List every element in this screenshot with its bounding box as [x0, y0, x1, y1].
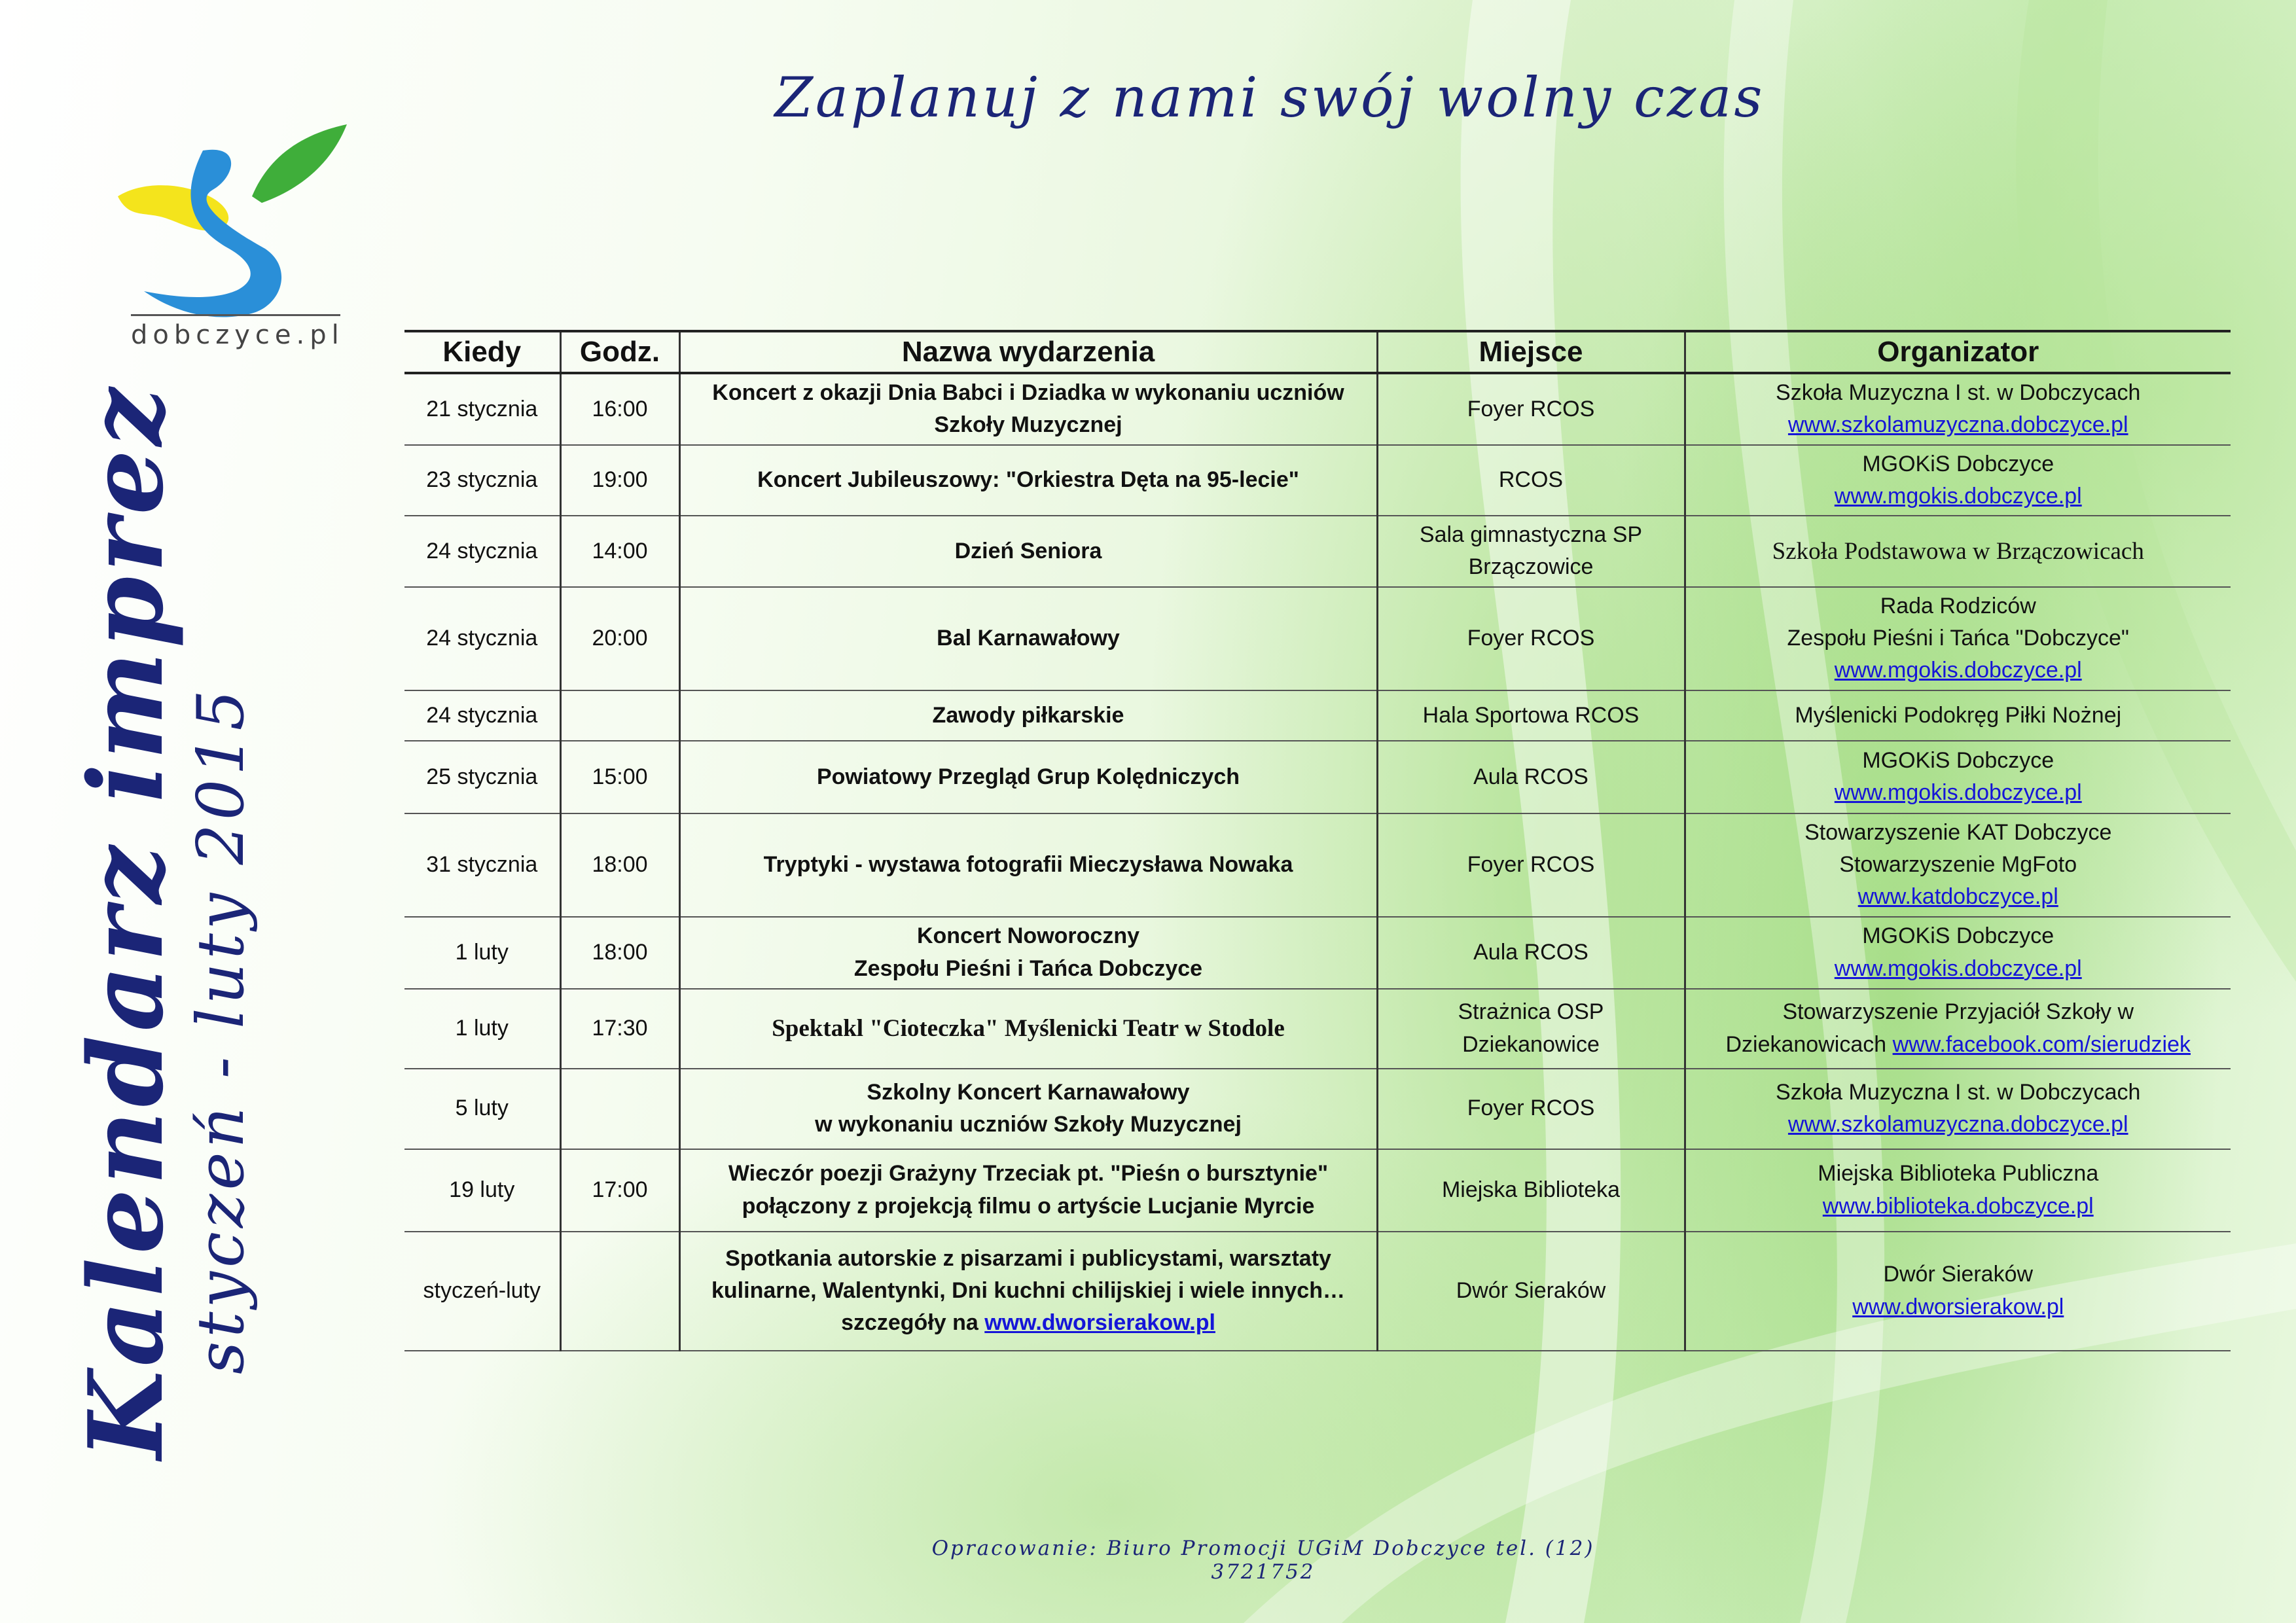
cell-organizer	[1685, 917, 2231, 989]
organizer-link[interactable]: www.mgokis.dobczyce.pl	[1834, 483, 2082, 508]
cell-place: Foyer RCOS	[1377, 813, 1685, 917]
header-organizer: Organizator	[1685, 331, 2231, 373]
header-event: Nazwa wydarzenia	[679, 331, 1377, 373]
cell-date: styczeń-luty	[404, 1232, 560, 1351]
cell-place	[1377, 989, 1685, 1069]
organizer-line: Miejska Biblioteka Publiczna	[1818, 1161, 2099, 1186]
place-line: Sala gimnastyczna SP	[1419, 522, 1643, 548]
event-line: w wykonaniu uczniów Szkoły Muzycznej	[815, 1112, 1242, 1137]
organizer-line: Szkoła Muzyczna I st. w Dobczycach	[1776, 380, 2141, 405]
cell-date: 5 luty	[404, 1069, 560, 1149]
cell-time: 18:00	[560, 917, 679, 989]
header-time: Godz.	[560, 331, 679, 373]
organizer-line: Szkoła Muzyczna I st. w Dobczycach	[1776, 1079, 2141, 1105]
cell-date: 24 stycznia	[404, 516, 560, 587]
organizer-link[interactable]: www.biblioteka.dobczyce.pl	[1822, 1193, 2094, 1219]
organizer-line: Dwór Sieraków	[1883, 1262, 2034, 1287]
cell-organizer: Myślenicki Podokręg Piłki Nożnej	[1685, 690, 2231, 741]
table-row	[404, 690, 2231, 741]
table-row	[404, 587, 2231, 690]
table-row	[404, 989, 2231, 1069]
cell-event: Zawody piłkarskie	[679, 690, 1377, 741]
place-line: Dziekanowice	[1462, 1031, 1600, 1057]
event-line: szczegóły na	[841, 1310, 978, 1336]
cell-date: 25 stycznia	[404, 741, 560, 813]
organizer-link[interactable]: www.dworsierakow.pl	[1852, 1294, 2064, 1319]
event-line: Spotkania autorskie z pisarzami i publicystami, warsztaty	[725, 1245, 1331, 1271]
page-title: Zaplanuj z nami swój wolny czas	[774, 65, 1765, 130]
cell-event	[679, 1149, 1377, 1232]
organizer-link[interactable]: www.szkolamuzyczna.dobczyce.pl	[1787, 412, 2128, 438]
cell-event: Koncert Jubileuszowy: "Orkiestra Dęta na 95-lecie"	[679, 445, 1377, 516]
organizer-line: MGOKiS Dobczyce	[1862, 747, 2054, 773]
cell-event	[679, 917, 1377, 989]
cell-time: 18:00	[560, 813, 679, 917]
cell-place: Aula RCOS	[1377, 741, 1685, 813]
cell-event	[679, 1069, 1377, 1149]
cell-event: Dzień Seniora	[679, 516, 1377, 587]
event-line: połączony z projekcją filmu o artyście Lucjanie Myrcie	[742, 1193, 1315, 1219]
organizer-line: MGOKiS Dobczyce	[1862, 923, 2054, 949]
event-line: Koncert z okazji Dnia Babci i Dziadka w wykonaniu uczniów	[712, 380, 1344, 405]
header-place: Miejsce	[1377, 331, 1685, 373]
cell-date: 31 stycznia	[404, 813, 560, 917]
cell-event: Spektakl "Cioteczka" Myślenicki Teatr w Stodole	[679, 989, 1377, 1069]
events-table	[404, 330, 2231, 1351]
organizer-link[interactable]: www.mgokis.dobczyce.pl	[1834, 955, 2082, 981]
cell-time: 19:00	[560, 445, 679, 516]
side-subtitle: styczeń - luty 2015	[184, 686, 259, 1374]
organizer-line: Stowarzyszenie MgFoto	[1839, 851, 2077, 877]
cell-date: 21 stycznia	[404, 373, 560, 445]
table-row	[404, 445, 2231, 516]
organizer-link[interactable]: www.mgokis.dobczyce.pl	[1834, 658, 2082, 683]
cell-date: 24 stycznia	[404, 690, 560, 741]
event-line: kulinarne, Walentynki, Dni kuchni chilijskiej i wiele innych…	[711, 1277, 1345, 1303]
event-line: Wieczór poezji Grażyny Trzeciak pt. "Pieśn o bursztynie"	[728, 1161, 1329, 1186]
table-row	[404, 373, 2231, 445]
organizer-line: Dziekanowicach	[1725, 1031, 1887, 1057]
cell-organizer	[1685, 1232, 2231, 1351]
cell-place: Dwór Sieraków	[1377, 1232, 1685, 1351]
cell-date: 19 luty	[404, 1149, 560, 1232]
cell-date: 1 luty	[404, 989, 560, 1069]
cell-organizer: Szkoła Podstawowa w Brzączowicach	[1685, 516, 2231, 587]
cell-place: Hala Sportowa RCOS	[1377, 690, 1685, 741]
cell-event	[679, 1232, 1377, 1351]
cell-time: 15:00	[560, 741, 679, 813]
cell-organizer	[1685, 587, 2231, 690]
table-header-row	[404, 331, 2231, 373]
cell-event: Tryptyki - wystawa fotografii Mieczysława Nowaka	[679, 813, 1377, 917]
cell-organizer	[1685, 813, 2231, 917]
table-row	[404, 1069, 2231, 1149]
cell-place	[1377, 516, 1685, 587]
cell-place: Miejska Biblioteka	[1377, 1149, 1685, 1232]
cell-time: 16:00	[560, 373, 679, 445]
organizer-link[interactable]: www.szkolamuzyczna.dobczyce.pl	[1787, 1112, 2128, 1137]
event-link[interactable]: www.dworsierakow.pl	[984, 1310, 1215, 1336]
cell-place: Aula RCOS	[1377, 917, 1685, 989]
event-line: Zespołu Pieśni i Tańca Dobczyce	[853, 955, 1203, 981]
header-when: Kiedy	[404, 331, 560, 373]
table-row	[404, 1232, 2231, 1351]
cell-organizer	[1685, 1149, 2231, 1232]
cell-place: Foyer RCOS	[1377, 373, 1685, 445]
table-row	[404, 813, 2231, 917]
cell-organizer	[1685, 1069, 2231, 1149]
cell-event: Powiatowy Przegląd Grup Kolędniczych	[679, 741, 1377, 813]
cell-organizer	[1685, 373, 2231, 445]
cell-time: 20:00	[560, 587, 679, 690]
cell-date: 24 stycznia	[404, 587, 560, 690]
organizer-line: Stowarzyszenie Przyjaciół Szkoły w	[1782, 999, 2134, 1025]
table-row	[404, 917, 2231, 989]
cell-organizer	[1685, 445, 2231, 516]
organizer-line: Zespołu Pieśni i Tańca "Dobczyce"	[1787, 626, 2129, 651]
cell-place: Foyer RCOS	[1377, 1069, 1685, 1149]
organizer-link[interactable]: www.mgokis.dobczyce.pl	[1834, 780, 2082, 806]
cell-date: 23 stycznia	[404, 445, 560, 516]
side-title-block	[66, 383, 259, 1459]
cell-organizer	[1685, 741, 2231, 813]
cell-time: 14:00	[560, 516, 679, 587]
table-row	[404, 516, 2231, 587]
cell-event	[679, 373, 1377, 445]
cell-time: 17:30	[560, 989, 679, 1069]
cell-time	[560, 1069, 679, 1149]
organizer-line: Stowarzyszenie KAT Dobczyce	[1804, 819, 2112, 845]
cell-time	[560, 690, 679, 741]
place-line: Strażnica OSP	[1458, 999, 1604, 1025]
footer-credits: Opracowanie: Biuro Promocji UGiM Dobczyce tel. (12) 3721752	[931, 1537, 1595, 1584]
place-line: Brzączowice	[1468, 554, 1594, 580]
logo-text: dobczyce.pl	[131, 314, 340, 350]
cell-event: Bal Karnawałowy	[679, 587, 1377, 690]
cell-place: RCOS	[1377, 445, 1685, 516]
cell-organizer	[1685, 989, 2231, 1069]
event-line: Szkolny Koncert Karnawałowy	[867, 1079, 1190, 1105]
organizer-line: Rada Rodziców	[1880, 593, 2036, 618]
event-line: Koncert Noworoczny	[916, 923, 1140, 949]
cell-date: 1 luty	[404, 917, 560, 989]
cell-time: 17:00	[560, 1149, 679, 1232]
organizer-link[interactable]: www.facebook.com/sierudziek	[1892, 1031, 2191, 1057]
side-title: Kalendarz imprez	[66, 383, 186, 1459]
table-row	[404, 1149, 2231, 1232]
cell-place: Foyer RCOS	[1377, 587, 1685, 690]
organizer-link[interactable]: www.katdobczyce.pl	[1857, 884, 2058, 910]
table-row	[404, 741, 2231, 813]
organizer-line: MGOKiS Dobczyce	[1862, 451, 2054, 476]
event-line: Szkoły Muzycznej	[934, 412, 1122, 438]
cell-time	[560, 1232, 679, 1351]
